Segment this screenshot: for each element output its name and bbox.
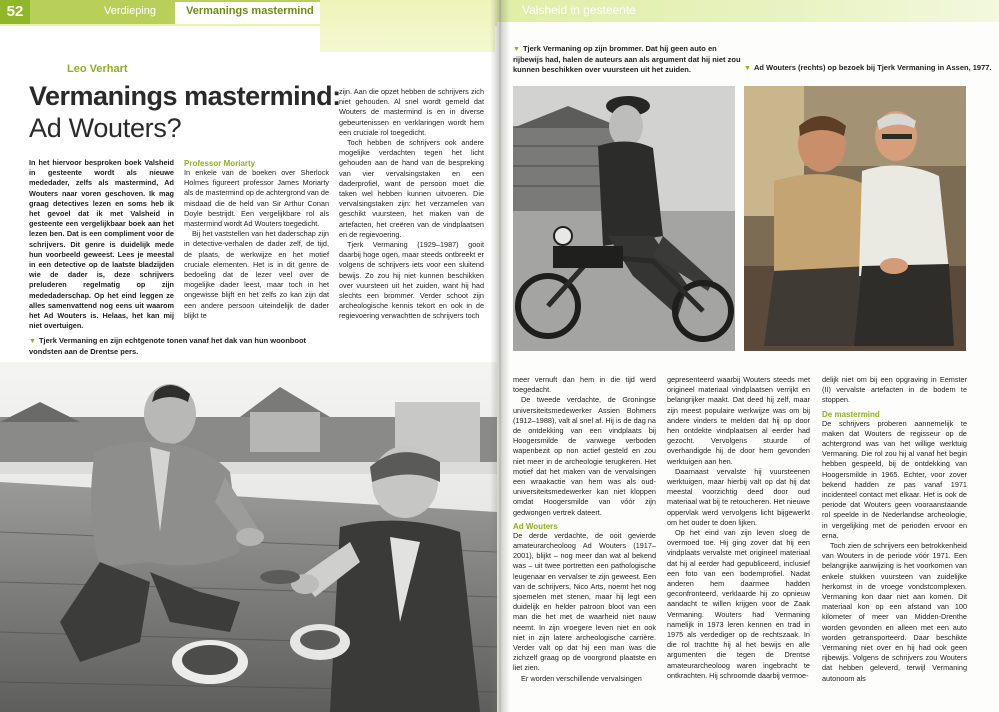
caption-arrow-icon: ▼ (744, 65, 751, 72)
body-paragraph: meer vernuft dan hem in die tijd werd toegedacht. (513, 375, 656, 395)
page-gutter-shadow (490, 0, 510, 712)
right-header-label: Valsheid in gesteente (522, 3, 636, 17)
column-2 (184, 158, 329, 321)
header-fade-panel (320, 0, 495, 52)
caption-text: Tjerk Vermaning op zijn brommer. Dat hij geen auto en rijbewijs had, halen de auteurs aan als argument dat hij niet zou kunnen beschikken over vuursteen uit het zuiden. (513, 44, 741, 74)
right-column-2 (667, 375, 810, 681)
subheading-moriarty: Professor Moriarty (184, 159, 256, 168)
author-byline: Leo Verhart (67, 63, 128, 75)
body-paragraph: Op het eind van zijn leven sloeg de overmoed toe. Hij ging zover dat hij een vindplaats vervalste met origineel materiaal dat hij al eerder had gepubliceerd, inclusief een foto van een bodemprofiel. Nadat anderen hem daarmee hadden geconfronteerd, verklaarde hij zo opnieuw aandacht te willen krijgen voor de Zaak Vermaning. Wouters had Vermaning namelijk in 1973 leren kennen en trad in 1975 als verdediger op de rechtszaak. In die rol trachtte hij al het bewijs en alle argumenten die tegen de Drentse amateurarcheoloog waren ingebracht te ontkrachten. Hij schroomde daarbij vermoe- (667, 528, 810, 680)
body-paragraph: delijk niet om bij een opgraving in Eemster (II) vervalste artefacten in de bodem te stoppen. (822, 375, 967, 405)
photo-vermaning-brommer (513, 86, 735, 351)
page-number: 52 (0, 0, 30, 24)
body-paragraph: zijn. Aan die opzet hebben de schrijvers zich niet gehouden. Al snel wordt gemeld dat Wouters de mastermind is en in diverse gebeurtenissen en verklaringen wordt hem een cruciale rol toegedicht. (339, 87, 484, 137)
intro-paragraph: In het hiervoor besproken boek Valsheid in gesteente wordt als nieuwe mededader, zelfs als mastermind, Ad Wouters naar voren geschoven. Ik mag graag detectives lezen en soms heb ik het gevoel dat ik met Valsheid in gesteente een vergelijkbaar boek aan het lezen ben. Dat is een compliment voor de schrijvers. Dit genre is duidelijk mede hun voorbeeld geweest. Lees je meestal in een detective op de laatste bladzijden wie de dader is, deze schrijvers preluderen regelmatig op zijn mededaderschap. Op het eind leggen ze alles samenvattend nog eens uit waarom het Ad Wouters is. Helaas, het kan mij niet overtuigen. (29, 158, 174, 331)
photo-vermaning-couple (0, 362, 497, 712)
section-label-article: Vermanings mastermind (186, 5, 314, 17)
body-paragraph: De derde verdachte, de ooit gevierde amateurarcheoloog Ad Wouters (1917–2001), blijkt – nog meer dan wat al bekend was – uit twee portretten een pathologische leugenaar en vervalser te zijn geweest. Een van de schrijvers, Nico Arts, noemt het nog sjoemelen met stenen, maar hij legt een duidelijk en helder patroon bloot van een man die het met de waarheid niet nauw neemt. In zijn vroegere leven niet en ook niet in zijn latere archeologische carrière. Verder valt op dat hij een man was die zichzelf graag op de voorgrond plaatste en liet zien. (513, 530, 656, 673)
body-paragraph: De schrijvers proberen aannemelijk te maken dat Wouters de regisseur op de achtergrond was van het willige werktuig Vermaning. Die rol zou hij al vanaf het begin hebben gespeeld, bij de ontdekking van Hoogersmilde in 1965. Echter, voor zover bekend hadden ze pas vanaf 1971 incidenteel contact met elkaar. Het is ook de periode dat Wouters geen vooraanstaande rol speelde in de Nederlandse archeologie, in vergelijking met de perioden ervoor en erna. (822, 418, 967, 540)
body-paragraph: Toch zien de schrijvers een betrokkenheid van Wouters in de periode vóór 1971. Een belangrijke aanwijzing is het voorkomen van enkele stukken vuursteen van zuidelijke herkomst in de vroege vondstcomplexen. Vermaning kon daar niet aan komen. Dit materiaal kon op een afstand van 100 kilometer of meer van Midden-Drenthe worden gevonden en alleen met een auto worden getransporteerd. Daar beschikte Vermaning niet over en hij had ook geen rijbewijs. Volgens de schrijvers zou Wouters dat hebben geleverd, terwijl Vermaning autonoom als (822, 541, 967, 683)
article-title: Vermanings mastermind: (29, 81, 341, 111)
photo-caption-houseboat (29, 336, 329, 357)
caption-text: Ad Wouters (rechts) op bezoek bij Tjerk Vermaning in Assen, 1977. (753, 63, 992, 72)
section-label-verdieping: Verdieping (104, 5, 156, 17)
body-paragraph: Daarnaast vervalste hij vuursteenen werktuigen, maar hierbij valt op dat hij dat meestal voorzichtig deed door oud materiaal wat bij te retoucheren. Het nieuwe oppervlak werd vervolgens licht bijgewerkt om het ouder te doen lijken. (667, 466, 810, 527)
body-paragraph: In enkele van de boeken over Sherlock Holmes figureert professor James Moriarty als de mastermind op de achtergrond van de misdaad die de held van Sir Arthur Conan Doyle bestrijdt. Een vergelijkbare rol als mastermind wordt Ad Wouters toegedicht. (184, 168, 329, 229)
subheading-mastermind: De mastermind (822, 409, 880, 419)
body-paragraph: Tjerk Vermaning (1929–1987) gooit daarbij hoge ogen, maar steeds ontbreekt er volgens de schrijvers iets voor een sluitend bewijs. Zo zou hij niet kunnen beschikken over vuursteen uit het zuiden, want hij had slechts een brommer. Verder schoot zijn archeologische kennis tekort en ook in de regievoering verwachtten de schrijvers toch (339, 240, 484, 321)
right-column-3 (822, 375, 967, 684)
left-page (0, 0, 497, 712)
right-column-1 (513, 375, 656, 684)
photo-caption-brommer (513, 44, 743, 75)
body-paragraph: Er worden verschillende vervalsingen (521, 673, 642, 683)
body-paragraph: gepresenteerd waarbij Wouters steeds met origineel materiaal vindplaatsen verrijkt en belangrijker maakt. Dat deed hij zelf, maar zijn meest populaire werkwijze was om bij andere vinders te melden dat hij op door hen ontdekte vindplaatsen al eerder had gezocht. Vervolgens stuurde of overhandigde hij de door hem gevonden werktuigen aan hen. (667, 375, 810, 466)
photo-wouters-visit (744, 86, 966, 351)
article-title-line-2: Ad Wouters? (29, 113, 182, 143)
body-paragraph: Toch hebben de schrijvers ook andere mogelijke verdachten tegen het licht gehouden aan de hand van de bespreking van vier vervalsingstaken en een daderprofiel, want de persoon moet die taken wel hebben kunnen uitvoeren. Die vervalsingstaken zijn: het verzamelen van geschikt vuursteen, het maken van de artefacten, het creëren van de vindplaatsen en de regievoering. (339, 138, 484, 239)
body-paragraph: Bij het vaststellen van het daderschap zijn in detective-verhalen de dader zelf, de tijd, de plaats, de werkwijze en het motief cruciale elementen. Het is in dit genre de bedoeling dat de lezer veel over de mogelijke dader leest, maar toch in het ongewisse blijft en het zelfs zo kan zijn dat een andere persoon uiteindelijk de dader blijkt te (184, 229, 329, 320)
subheading-ad-wouters: Ad Wouters (513, 521, 558, 531)
caption-arrow-icon: ▼ (513, 46, 520, 53)
column-3 (339, 87, 484, 322)
body-paragraph: De tweede verdachte, de Groningse universiteitsmedewerker Assien Bohmers (1912–1988), valt al snel af. Hij is de dag na de ontdekking van een vindplaats bij Hoogersmilde de vanwege verboden wapenbezit op non actief gesteld en zou niet meer in de archeologie terugkeren. Het motief dat het maken van de vervalsingen een wraakactie van hem was als oud-universiteitsmedewerker kan niet kloppen omdat Hoogersmilde van vóór zijn gedwongen vertrek dateert. (513, 395, 656, 517)
photo-caption-visit (744, 63, 994, 74)
caption-arrow-icon: ▼ (29, 338, 36, 345)
caption-text: Tjerk Vermaning en zijn echtgenote tonen vanaf het dak van hun woonboot vondsten aan de Drentse pers. (29, 336, 307, 356)
